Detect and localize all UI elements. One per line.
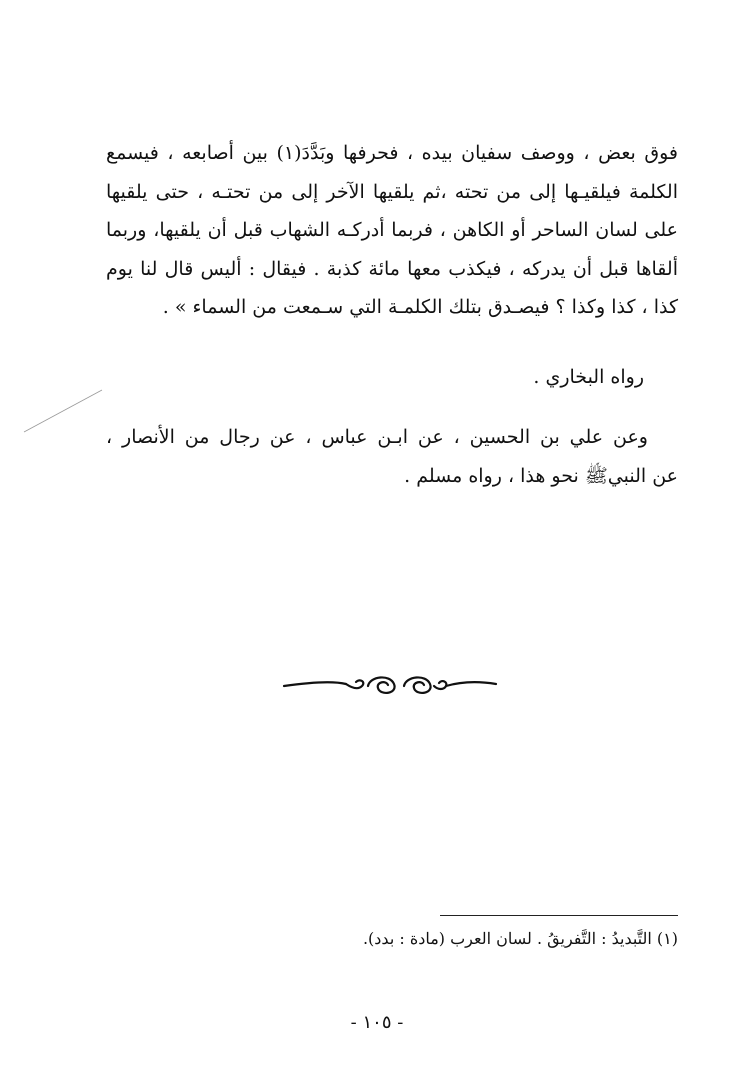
main-paragraph: [106, 134, 678, 327]
second-paragraph: [106, 418, 678, 495]
footnote-separator: [440, 915, 678, 916]
source-citation: رواه البخاري .: [533, 366, 644, 388]
ornament-divider-icon: [282, 668, 498, 702]
page-number: - ١٠٥ -: [350, 1012, 404, 1033]
scan-artifact-line: [22, 388, 104, 434]
second-paragraph-line-1: وعن علي بن الحسين ، عن ابـن عباس ، عن رجال من الأنصار ،: [106, 426, 648, 448]
paragraph-hadith-text: فوق بعض ، ووصف سفيان بيده ، فحرفها وبَدَّدَ(١) بين أصابعه ، فيسمع الكلمة فيلقيـها إلى من تحته ،ثم يلقيها الآخر إلى من تحتـه ، حتى يلقيها على لسان الساحر أو الكاهن ، فربما أدركـه الشهاب قبل أن يلقيها، وربما ألقاها قبل أن يدركه ، فيكذب معها مائة كذبة . فيقال : أليس قال لنا يوم كذا ، كذا وكذا ؟ فيصـدق بتلك الكلمـة التي سـمعت من السماء » .: [106, 142, 678, 318]
footnote: (١) التَّبديدُ : التَّفريقُ . لسان العرب (مادة : بدد).: [362, 929, 678, 948]
second-paragraph-line-2: عن النبيﷺ نحو هذا ، رواه مسلم .: [404, 464, 678, 487]
